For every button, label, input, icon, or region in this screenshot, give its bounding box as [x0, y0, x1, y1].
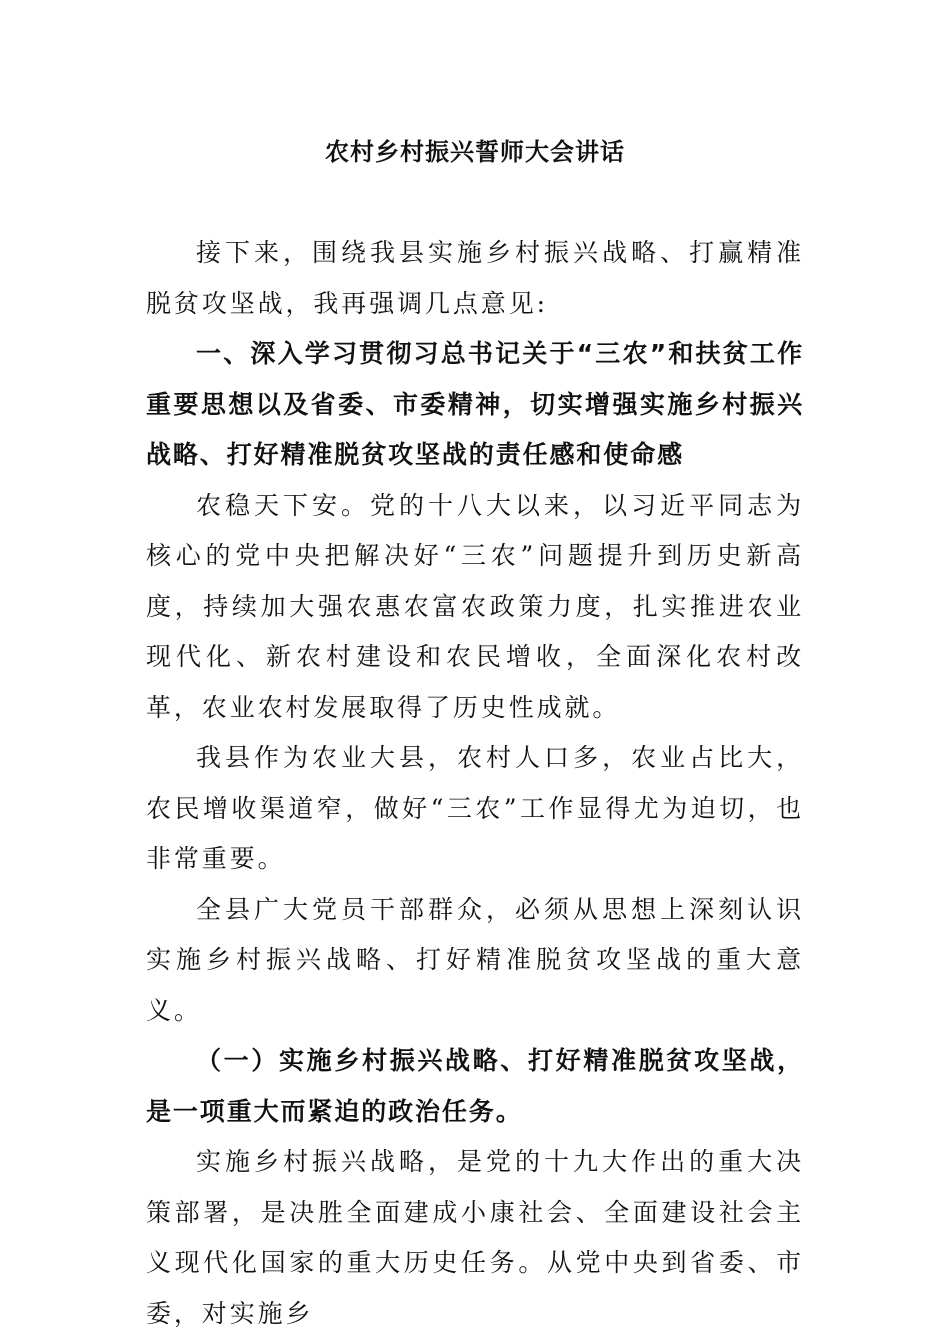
body-paragraph: 农稳天下安。党的十八大以来，以习近平同志为核心的党中央把解决好“三农”问题提升到历史新高度，持续加大强农惠农富农政策力度，扎实推进农业现代化、新农村建设和农民增收，全面深化农村改革，农业农村发展取得了历史性成就。 — [146, 490, 804, 722]
body-paragraph: 我县作为农业大县，农村人口多，农业占比大，农民增收渠道窄，做好“三农”工作显得尤为迫切，也非常重要。 — [146, 743, 804, 873]
intro-paragraph: 接下来，围绕我县实施乡村振兴战略、打赢精准脱贫攻坚战，我再强调几点意见: — [146, 238, 804, 318]
section-heading-1: 一、深入学习贯彻习总书记关于“三农”和扶贫工作重要思想以及省委、市委精神，切实增强实施乡村振兴战略、打好精准脱贫攻坚战的责任感和使命感 — [146, 339, 804, 469]
document-title: 农村乡村振兴誓师大会讲话 — [325, 138, 625, 166]
body-paragraph: 实施乡村振兴战略，是党的十九大作出的重大决策部署，是决胜全面建成小康社会、全面建设社会主义现代化国家的重大历史任务。从党中央到省委、市委，对实施乡 — [146, 1147, 804, 1328]
body-paragraph: 全县广大党员干部群众，必须从思想上深刻认识实施乡村振兴战略、打好精准脱贫攻坚战的重大意义。 — [146, 894, 804, 1025]
subsection-heading-1: （一）实施乡村振兴战略、打好精准脱贫攻坚战，是一项重大而紧迫的政治任务。 — [146, 1046, 804, 1126]
document-body — [146, 228, 804, 1339]
